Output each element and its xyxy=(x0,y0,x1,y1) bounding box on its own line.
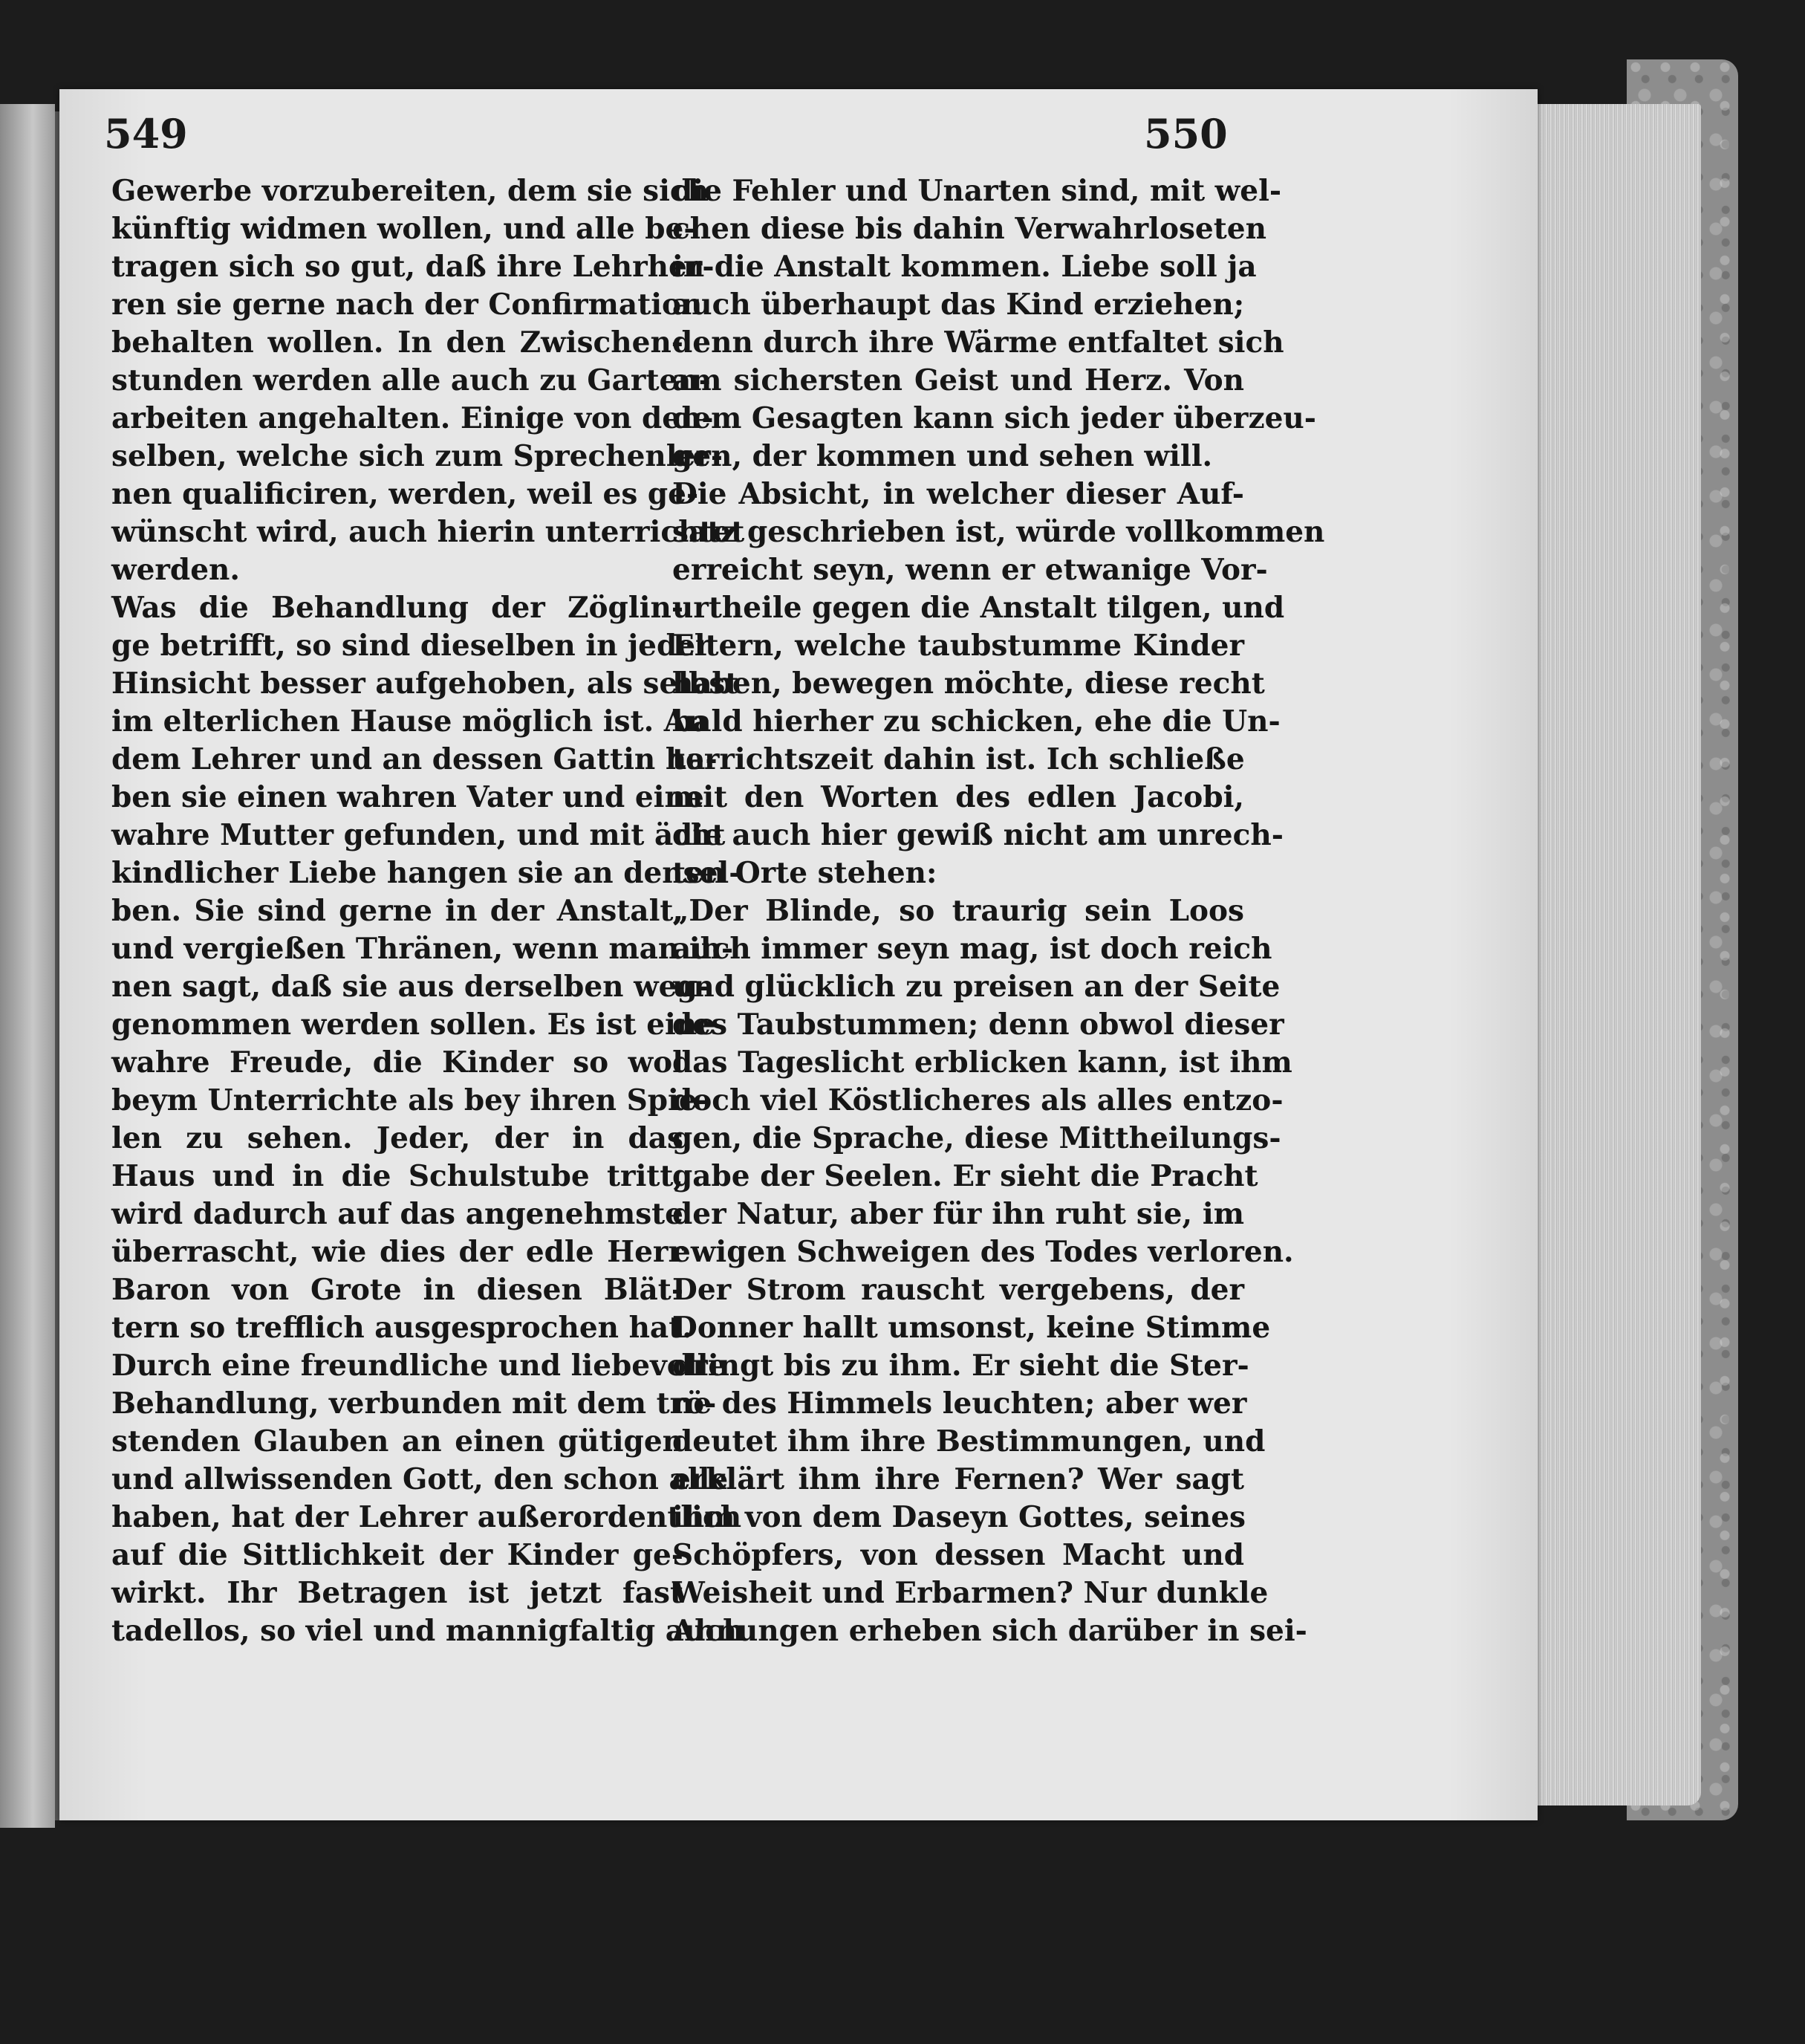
text-line: tadellos, so viel und mannigfaltig auch xyxy=(111,1614,744,1648)
text-line: Donner hallt umsonst, keine Stimme xyxy=(672,1311,1271,1345)
text-line: erreicht seyn, wenn er etwanige Vor- xyxy=(672,553,1268,587)
text-column-left xyxy=(111,172,745,1650)
text-line: Eltern, welche taubstumme Kinder xyxy=(672,629,1244,663)
text-line: dem Lehrer und an dessen Gattin ha- xyxy=(111,742,718,776)
text-line: Behandlung, verbunden mit dem trö- xyxy=(111,1386,717,1421)
text-line: Die Absicht, in welcher dieser Auf- xyxy=(672,477,1244,511)
text-line: len zu sehen. Jeder, der in das xyxy=(111,1121,683,1155)
text-line: im elterlichen Hause möglich ist. An xyxy=(111,704,708,739)
text-line: Was die Behandlung der Zöglin- xyxy=(111,591,683,625)
text-line: ihm von dem Daseyn Gottes, seines xyxy=(672,1500,1246,1534)
text-line: nen sagt, daß sie aus derselben weg- xyxy=(111,970,709,1004)
text-line: die Fehler und Unarten sind, mit wel- xyxy=(672,174,1282,208)
text-line: Ahnungen erheben sich darüber in sei- xyxy=(672,1614,1307,1648)
text-line: auf die Sittlichkeit der Kinder ge- xyxy=(111,1538,683,1572)
text-line: Gewerbe vorzubereiten, dem sie sich xyxy=(111,174,709,208)
text-line: dringt bis zu ihm. Er sieht die Ster- xyxy=(672,1349,1249,1383)
text-line: selben, welche sich zum Sprechenler- xyxy=(111,439,723,473)
text-line: terrichtszeit dahin ist. Ich schließe xyxy=(672,742,1245,776)
text-line: tern so trefflich ausgesprochen hat. xyxy=(111,1311,692,1345)
text-line: ten Orte stehen: xyxy=(672,856,937,890)
previous-page-sliver xyxy=(0,104,55,1828)
text-line: die auch hier gewiß nicht am unrech- xyxy=(672,818,1284,852)
text-line: genommen werden sollen. Es ist eine xyxy=(111,1008,716,1042)
text-line: chen diese bis dahin Verwahrloseten xyxy=(672,212,1266,246)
text-line: Haus und in die Schulstube tritt, xyxy=(111,1159,683,1193)
text-line: doch viel Köstlicheres als alles entzo- xyxy=(672,1083,1284,1117)
text-line: Durch eine freundliche und liebevolle xyxy=(111,1349,727,1383)
text-line: satz geschrieben ist, würde vollkommen xyxy=(672,515,1325,549)
text-line: denn durch ihre Wärme entfaltet sich xyxy=(672,325,1284,360)
text-line: dem Gesagten kann sich jeder überzeu- xyxy=(672,401,1316,435)
text-line: stenden Glauben an einen gütigen xyxy=(111,1424,683,1459)
text-line: gen, der kommen und sehen will. xyxy=(672,439,1213,473)
text-line: gabe der Seelen. Er sieht die Pracht xyxy=(672,1159,1258,1193)
text-line: bald hierher zu schicken, ehe die Un- xyxy=(672,704,1281,739)
text-line: künftig widmen wollen, und alle be- xyxy=(111,212,696,246)
text-line: werden. xyxy=(111,553,240,587)
text-line: und vergießen Thränen, wenn man ih- xyxy=(111,932,734,966)
text-line: ne des Himmels leuchten; aber wer xyxy=(672,1386,1247,1421)
text-line: wirkt. Ihr Betragen ist jetzt fast xyxy=(111,1576,683,1610)
text-line: Hinsicht besser aufgehoben, als selbst xyxy=(111,666,739,701)
text-line: Weisheit und Erbarmen? Nur dunkle xyxy=(672,1576,1269,1610)
text-line: auch überhaupt das Kind erziehen; xyxy=(672,288,1245,322)
text-line: wahre Mutter gefunden, und mit ächt xyxy=(111,818,726,852)
text-column-right xyxy=(672,172,1325,1650)
page-number-right: 550 xyxy=(1144,110,1228,158)
page-number-left: 549 xyxy=(104,110,188,158)
text-line: wird dadurch auf das angenehmste xyxy=(111,1197,683,1231)
text-line: gen, die Sprache, diese Mittheilungs- xyxy=(672,1121,1281,1155)
text-line: erklärt ihm ihre Fernen? Wer sagt xyxy=(672,1462,1244,1496)
text-line: mit den Worten des edlen Jacobi, xyxy=(672,780,1244,814)
text-line: Schöpfers, von dessen Macht und xyxy=(672,1538,1244,1572)
text-line: deutet ihm ihre Bestimmungen, und xyxy=(672,1424,1266,1459)
text-line: ge betrifft, so sind dieselben in jeder xyxy=(111,629,711,663)
text-line: ben sie einen wahren Vater und eine xyxy=(111,780,704,814)
text-line: des Taubstummen; denn obwol dieser xyxy=(672,1008,1284,1042)
text-line: haben, hat der Lehrer außerordentlich xyxy=(111,1500,742,1534)
text-line: stunden werden alle auch zu Garten- xyxy=(111,363,711,398)
text-line: wünscht wird, auch hierin unterrichtet xyxy=(111,515,745,549)
text-line: urtheile gegen die Anstalt tilgen, und xyxy=(672,591,1285,625)
page-edges xyxy=(1530,104,1701,1805)
text-line: Der Strom rauscht vergebens, der xyxy=(672,1273,1244,1307)
text-line: und allwissenden Gott, den schon alle xyxy=(111,1462,729,1496)
text-line: am sichersten Geist und Herz. Von xyxy=(672,363,1244,398)
text-line: kindlicher Liebe hangen sie an densel- xyxy=(111,856,741,890)
text-line: Baron von Grote in diesen Blät- xyxy=(111,1273,683,1307)
text-line: ewigen Schweigen des Todes verloren. xyxy=(672,1235,1294,1269)
text-line: ben. Sie sind gerne in der Anstalt, xyxy=(111,894,683,928)
text-line: nen qualificiren, werden, weil es ge- xyxy=(111,477,699,511)
text-line: das Tageslicht erblicken kann, ist ihm xyxy=(672,1045,1292,1080)
text-line: tragen sich so gut, daß ihre Lehrher- xyxy=(111,250,715,284)
text-line: auch immer seyn mag, ist doch reich xyxy=(672,932,1272,966)
text-line: behalten wollen. In den Zwischen- xyxy=(111,325,683,360)
text-line: überrascht, wie dies der edle Herr xyxy=(111,1235,683,1269)
text-line: ren sie gerne nach der Confirmation xyxy=(111,288,703,322)
text-line: „Der Blinde, so traurig sein Loos xyxy=(672,894,1244,928)
text-line: und glücklich zu preisen an der Seite xyxy=(672,970,1281,1004)
text-line: wahre Freude, die Kinder so wol xyxy=(111,1045,683,1080)
text-line: in die Anstalt kommen. Liebe soll ja xyxy=(672,250,1257,284)
text-line: arbeiten angehalten. Einige von den- xyxy=(111,401,714,435)
text-line: beym Unterrichte als bey ihren Spie- xyxy=(111,1083,709,1117)
text-line: haben, bewegen möchte, diese recht xyxy=(672,666,1265,701)
text-line: der Natur, aber für ihn ruht sie, im xyxy=(672,1197,1244,1231)
